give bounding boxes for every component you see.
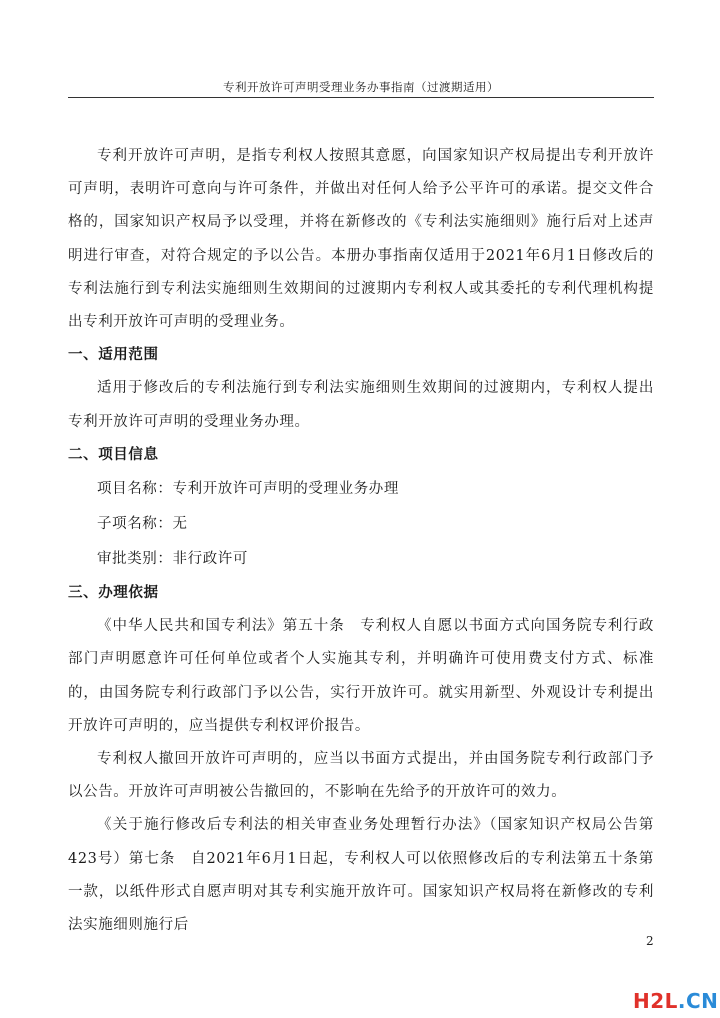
section-heading-scope: 一、适用范围 (68, 347, 159, 364)
basis-paragraph-1: 《中华人民共和国专利法》第五十条 专利权人自愿以书面方式向国务院专利行政部门声明愿意许可任何单位或者个人实施其专利，并明确许可使用费支付方式、标准的，由国务院专利行政部门予以公告，实行开放许可。就实用新型、外观设计专利提出开放许可声明的，应当提供专利权评价报告。 (68, 618, 654, 734)
item-name-line: 项目名称：专利开放许可声明的受理业务办理 (97, 481, 399, 498)
approval-type-line: 审批类别：非行政许可 (97, 551, 248, 568)
site-watermark-logo (633, 989, 718, 1013)
page-number: 2 (646, 934, 654, 948)
sub-item-line: 子项名称：无 (97, 516, 188, 533)
header-divider (68, 97, 654, 98)
basis-paragraph-3: 《关于施行修改后专利法的相关审查业务处理暂行办法》（国家知识产权局公告第423号）第七条 自2021年6月1日起，专利权人可以依照修改后的专利法第五十条第一款，以纸件形式自愿声明对其专利实施开放许可。国家知识产权局将在新修改的专利法实施细则施行后 (68, 817, 654, 934)
section-heading-info: 二、项目信息 (68, 446, 159, 463)
basis-paragraph-2: 专利权人撤回开放许可声明的，应当以书面方式提出，并由国务院专利行政部门予以公告。开放许可声明被公告撤回的，不影响在先给予的开放许可的效力。 (68, 751, 654, 801)
running-header: 专利开放许可声明受理业务办事指南（过渡期适用） (223, 80, 499, 94)
section-heading-basis: 三、办理依据 (68, 585, 159, 602)
scope-paragraph: 适用于修改后的专利法施行到专利法实施细则生效期间的过渡期内，专利权人提出专利开放许可声明的受理业务办理。 (68, 380, 654, 430)
intro-paragraph: 专利开放许可声明，是指专利权人按照其意愿，向国家知识产权局提出专利开放许可声明，表明许可意向与许可条件，并做出对任何人给予公平许可的承诺。提交文件合格的，国家知识产权局予以受理，并将在新修改的《专利法实施细则》施行后对上述声明进行审查，对符合规定的予以公告。本册办事指南仅适用于2021年6月1日修改后的专利法施行到专利法实施细则生效期间的过渡期内专利权人或其委托的专利代理机构提出专利开放许可声明的受理业务。 (68, 148, 654, 331)
watermark-part-2: .CN (677, 989, 719, 1013)
document-body (68, 140, 654, 942)
watermark-part-1: H2L (633, 989, 678, 1013)
